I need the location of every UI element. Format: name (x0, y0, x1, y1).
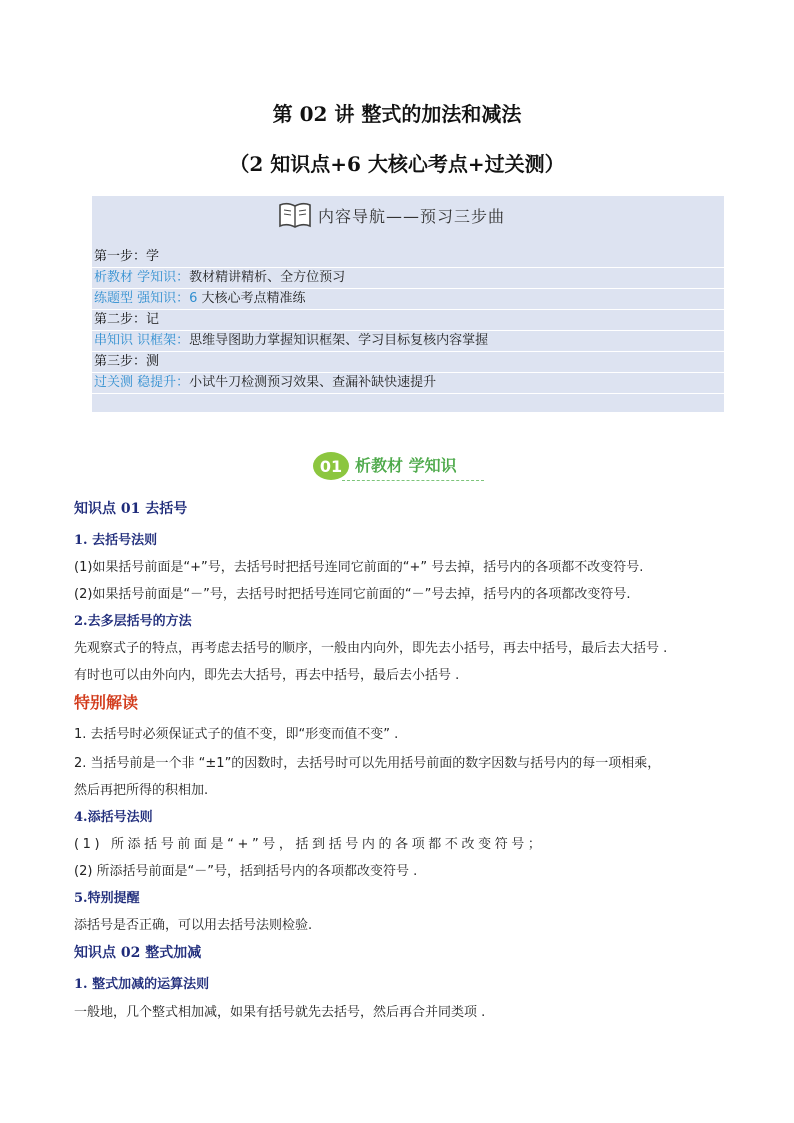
nav-row-value: 大核心考点精准练 (197, 291, 306, 306)
section-number: 01 (319, 457, 343, 476)
section-title: 析教材 学知识 (355, 456, 457, 475)
section-number-badge (310, 450, 352, 482)
kp1-paragraph: (2)如果括号前面是“－”号，去括号时把括号连同它前面的“－”号去掉，括号内的各项都改变符号. (74, 587, 631, 602)
kp1-paragraph: 有时也可以由外向内，即先去大括号，再去中括号，最后去小括号 . (74, 668, 460, 683)
open-book-icon (278, 200, 312, 230)
nav-row-label: 第三步：测 (94, 354, 160, 369)
special-notes-paragraph: 1. 去括号时必须保证式子的值不变，即“形变而值不变” . (74, 727, 399, 742)
nav-row-framework (92, 330, 724, 352)
nav-row-step2 (92, 309, 724, 331)
special-notes-title: 特别解读 (74, 693, 139, 712)
nav-row-study (92, 267, 724, 289)
kp1-subsection-1-title: 1. 去括号法则 (74, 533, 158, 548)
content-navigation-box (92, 196, 724, 412)
nav-row-label: 过关测 稳提升： (94, 375, 190, 390)
nav-row-label: 第二步：记 (94, 312, 160, 327)
nav-row-value: 思维导图助力掌握知识框架、学习目标复核内容掌握 (189, 333, 489, 348)
nav-row-step3 (92, 351, 724, 373)
nav-row-value: 小试牛刀检测预习效果、查漏补缺快速提升 (189, 375, 437, 390)
nav-row-step1 (92, 246, 724, 268)
page-subtitle: （2 知识点+6 大核心考点+过关测） (229, 152, 565, 176)
kp1-subsection-5-title: 5.特别提醒 (74, 891, 140, 906)
nav-header-text: 内容导航——预习三步曲 (318, 207, 506, 226)
kp1-paragraph: (2) 所添括号前面是“－”号，括到括号内的各项都改变符号 . (74, 864, 418, 879)
kp1-paragraph: 先观察式子的特点，再考虑去括号的顺序，一般由内向外，即先去小括号，再去中括号，最后去大括号 . (74, 641, 668, 656)
nav-row-value: 教材精讲精析、全方位预习 (189, 270, 346, 285)
kp1-paragraph: (1) 所添括号前面是“+”号，括到括号内的各项都不改变符号； (74, 837, 545, 852)
nav-row-label: 练题型 强知识： (94, 291, 190, 306)
kp1-paragraph: (1)如果括号前面是“+”号，去括号时把括号连同它前面的“+” 号去掉，括号内的各项都不改变符号. (74, 560, 644, 575)
kp2-paragraph: 一般地，几个整式相加减，如果有括号就先去括号，然后再合并同类项 . (74, 1005, 486, 1020)
section-underline (342, 480, 484, 481)
kp2-subsection-1-title: 1. 整式加减的运算法则 (74, 977, 210, 992)
knowledge-point-2-title: 知识点 02 整式加减 (74, 945, 202, 961)
nav-row-label: 第一步：学 (94, 249, 160, 264)
page-title: 第 02 讲 整式的加法和减法 (272, 102, 522, 126)
special-notes-paragraph: 2. 当括号前是一个非 “±1”的因数时，去括号时可以先用括号前面的数字因数与括号内的每一项相乘， (74, 756, 661, 771)
kp1-subsection-2-title: 2.去多层括号的方法 (74, 614, 192, 629)
knowledge-point-1-title: 知识点 01 去括号 (74, 501, 188, 517)
nav-header (92, 196, 724, 232)
nav-row-label: 串知识 识框架： (94, 333, 190, 348)
kp1-subsection-4-title: 4.添括号法则 (74, 810, 153, 825)
nav-row-test (92, 372, 724, 394)
kp1-paragraph: 添括号是否正确，可以用去括号法则检验. (74, 918, 313, 933)
nav-row-number: 6 (189, 291, 198, 306)
nav-row-practice (92, 288, 724, 310)
special-notes-paragraph: 然后再把所得的积相加. (74, 783, 209, 798)
nav-row-label: 析教材 学知识： (94, 270, 190, 285)
